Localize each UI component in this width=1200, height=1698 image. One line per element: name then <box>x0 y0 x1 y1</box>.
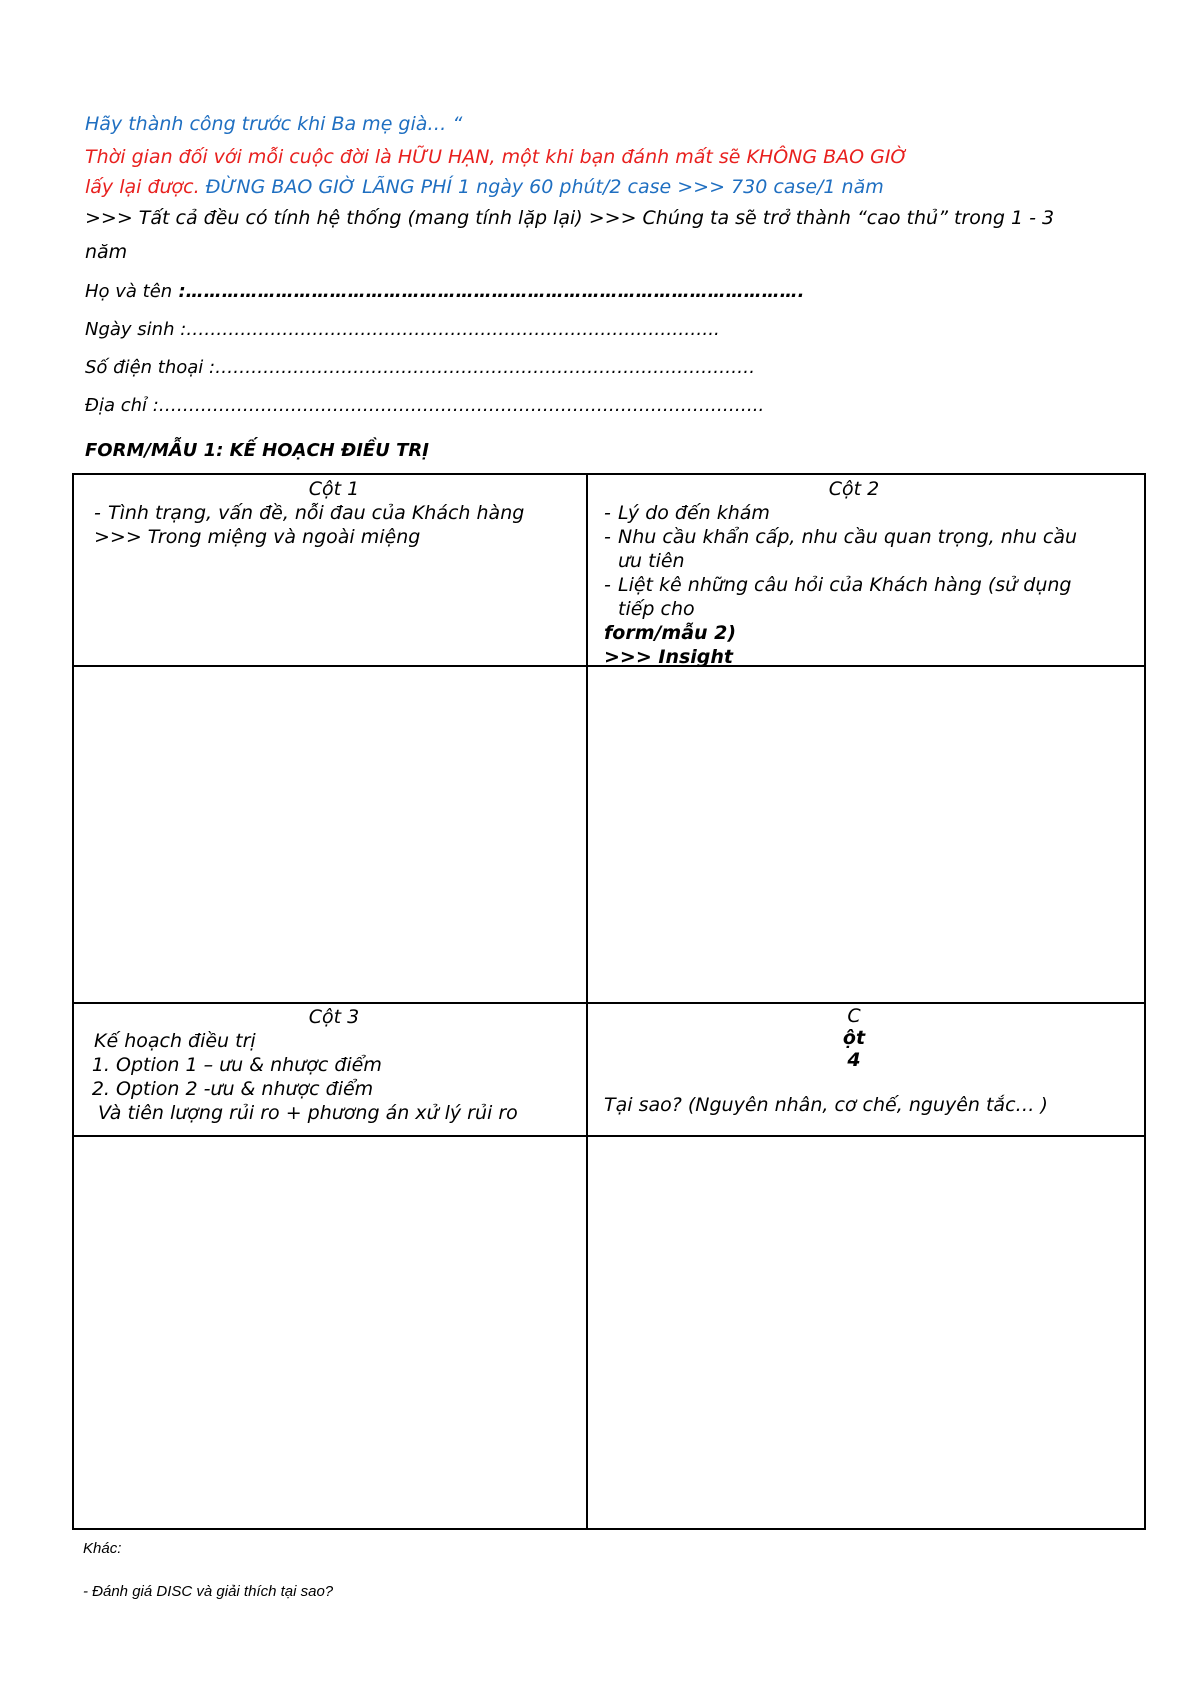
col2-title: Cột 2 <box>828 478 880 500</box>
col4-text: Tại sao? (Nguyên nhân, cơ chế, nguyên tắc… ) <box>604 1094 1048 1116</box>
col2-header <box>604 477 1104 669</box>
col2-bold-1: form/mẫu 2) <box>604 622 737 644</box>
col2-item: - Nhu cầu khẩn cấp, nhu cầu quan trọng, nhu cầu ưu tiên <box>604 525 1104 573</box>
time-warning-red: lấy lại được. <box>85 176 200 198</box>
col3-options <box>94 1053 574 1101</box>
row-divider-3 <box>74 1135 1144 1137</box>
col3-extra: Và tiên lượng rủi ro + phương án xử lý rủi ro <box>98 1102 518 1124</box>
other-label: Khác: <box>83 1540 122 1557</box>
col1-title: Cột 1 <box>308 478 360 500</box>
row-divider-2 <box>74 1002 1144 1004</box>
time-warning-line-2 <box>85 175 884 199</box>
treatment-plan-grid <box>72 473 1146 1530</box>
disc-line: - Đánh giá DISC và giải thích tại sao? <box>83 1583 334 1600</box>
system-line-2: năm <box>85 241 128 263</box>
address-field: Địa chỉ :……………………………………………………………………………………….. <box>85 395 765 416</box>
col4-title <box>604 1005 1104 1071</box>
col4-title-c: 4 <box>847 1049 861 1071</box>
phone-field: Số điện thoại :……………………………………………………………………………… <box>85 357 756 378</box>
col3-header <box>94 1005 574 1125</box>
time-warning-line: Thời gian đối với mỗi cuộc đời là HỮU HẠN, một khi bạn đánh mất sẽ KHÔNG BAO GIỜ <box>85 146 908 168</box>
col3-intro: Kế hoạch điều trị <box>94 1030 256 1052</box>
system-line: >>> Tất cả đều có tính hệ thống (mang tính lặp lại) >>> Chúng ta sẽ trở thành “cao thủ” trong 1 - 3 <box>85 207 1055 229</box>
col4-title-a: C <box>847 1005 861 1027</box>
col3-title: Cột 3 <box>308 1006 360 1028</box>
col1-extra: >>> Trong miệng và ngoài miệng <box>94 526 421 548</box>
col4-title-b: ột <box>842 1027 866 1049</box>
form-title: FORM/MẪU 1: KẾ HOẠCH ĐIỀU TRỊ <box>85 440 429 461</box>
dob-field: Ngày sinh :…………………………………………………………………………….. <box>85 319 720 340</box>
col2-bold-2: >>> Insight <box>604 646 734 668</box>
col4-header <box>604 1005 1104 1117</box>
col1-header <box>94 477 574 549</box>
col1-item: - Tình trạng, vấn đề, nỗi đau của Khách hàng <box>94 501 574 525</box>
col1-list <box>94 501 574 525</box>
name-field <box>85 280 805 304</box>
name-label: Họ và tên <box>85 281 173 302</box>
col3-option: 2. Option 2 -ưu & nhược điểm <box>116 1077 574 1101</box>
time-warning-blue: ĐỪNG BAO GIỜ LÃNG PHÍ 1 ngày 60 phút/2 case >>> 730 case/1 năm <box>199 176 884 198</box>
col2-item: - Liệt kê những câu hỏi của Khách hàng (sử dụng tiếp cho <box>604 573 1104 621</box>
motivation-line: Hãy thành công trước khi Ba mẹ già… “ <box>85 113 463 135</box>
col2-item: - Lý do đến khám <box>604 501 1104 525</box>
col2-list <box>604 501 1104 621</box>
col3-option: 1. Option 1 – ưu & nhược điểm <box>116 1053 574 1077</box>
name-dots: :…………………………………………………………………………………………. <box>172 281 805 302</box>
